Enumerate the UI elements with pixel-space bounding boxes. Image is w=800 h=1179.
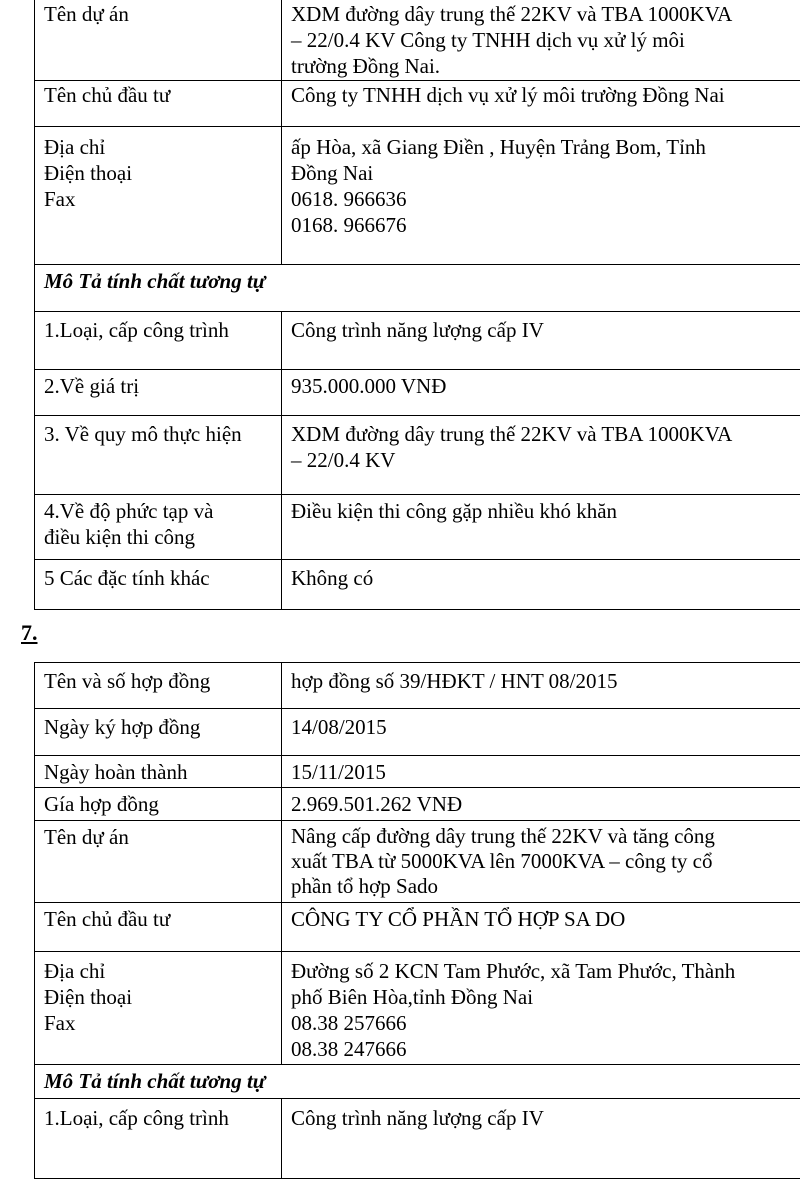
row-label: [35, 756, 282, 788]
row-label: [35, 663, 282, 709]
row-label-text: Fax: [44, 186, 272, 212]
table-row: [35, 1099, 800, 1179]
table-row: [35, 756, 800, 788]
row-label-text: 1.Loại, cấp công trình: [44, 317, 272, 343]
row-label: [35, 0, 282, 81]
row-label: [35, 81, 282, 127]
row-value: [282, 370, 800, 416]
section-number: 7.: [21, 620, 38, 646]
row-value-line: Công trình năng lượng cấp IV: [291, 317, 791, 343]
section-title-text: Mô Tả tính chất tương tự: [44, 1068, 791, 1094]
row-label-text: Fax: [44, 1010, 272, 1036]
row-value: [282, 560, 800, 610]
row-value: [282, 952, 800, 1065]
row-label: [35, 370, 282, 416]
row-label-text: Gía hợp đồng: [44, 791, 272, 817]
row-value: [282, 821, 800, 903]
table-row: [35, 0, 800, 81]
row-value-line: 15/11/2015: [291, 759, 791, 785]
row-label-text: 4.Về độ phức tạp và: [44, 498, 272, 524]
row-label: [35, 788, 282, 821]
row-label: [35, 821, 282, 903]
row-value-line: 08.38 257666: [291, 1010, 791, 1036]
row-value-line: Đường số 2 KCN Tam Phước, xã Tam Phước, Thành: [291, 958, 791, 984]
table-row: [35, 370, 800, 416]
row-label: [35, 952, 282, 1065]
row-label-text: Địa chỉ: [44, 134, 272, 160]
row-value-line: 935.000.000 VNĐ: [291, 373, 791, 399]
row-value: [282, 312, 800, 370]
row-value-line: – 22/0.4 KV: [291, 447, 791, 473]
row-value: [282, 0, 800, 81]
table-row: [35, 663, 800, 709]
row-value-line: xuất TBA từ 5000KVA lên 7000KVA – công ty cổ: [291, 849, 791, 874]
row-label-text: 1.Loại, cấp công trình: [44, 1105, 272, 1131]
row-value-line: 0168. 966676: [291, 212, 791, 238]
row-value-line: phần tổ hợp Sado: [291, 874, 791, 899]
table-row: [35, 495, 800, 560]
row-value: [282, 788, 800, 821]
row-label-text: Tên chủ đầu tư: [44, 82, 272, 108]
row-label: [35, 560, 282, 610]
project-table-2: [34, 662, 800, 1179]
row-label-text: Tên dự án: [44, 1, 272, 27]
section-title-text: Mô Tả tính chất tương tự: [44, 268, 791, 294]
row-value-line: Nâng cấp đường dây trung thế 22KV và tăng công: [291, 824, 791, 849]
row-value-line: Công ty TNHH dịch vụ xử lý môi trường Đồng Nai: [291, 82, 791, 108]
section-title: [35, 265, 800, 312]
row-label-text: Địa chỉ: [44, 958, 272, 984]
row-value: [282, 709, 800, 756]
row-value-line: – 22/0.4 KV Công ty TNHH dịch vụ xử lý môi: [291, 27, 791, 53]
row-value-line: hợp đồng số 39/HĐKT / HNT 08/2015: [291, 668, 791, 694]
row-value-line: Đồng Nai: [291, 160, 791, 186]
row-value-line: trường Đồng Nai.: [291, 53, 791, 79]
row-value-line: Không có: [291, 565, 791, 591]
table-row: [35, 560, 800, 610]
table-row: [35, 416, 800, 495]
row-value: [282, 756, 800, 788]
row-value-line: Điều kiện thi công gặp nhiều khó khăn: [291, 498, 791, 524]
row-label-text: Tên và số hợp đồng: [44, 668, 272, 694]
row-label-text: điều kiện thi công: [44, 524, 272, 550]
row-value: [282, 416, 800, 495]
row-label: [35, 903, 282, 952]
row-label: [35, 127, 282, 265]
row-label: [35, 709, 282, 756]
row-label: [35, 1099, 282, 1179]
table-row: [35, 312, 800, 370]
row-label-text: Tên dự án: [44, 824, 272, 850]
row-value-line: Công trình năng lượng cấp IV: [291, 1105, 791, 1131]
row-label-text: 2.Về giá trị: [44, 373, 272, 399]
row-value: [282, 495, 800, 560]
row-label: [35, 416, 282, 495]
row-label-text: Tên chủ đầu tư: [44, 906, 272, 932]
row-value-line: ấp Hòa, xã Giang Điền , Huyện Trảng Bom, Tỉnh: [291, 134, 791, 160]
table-row: [35, 127, 800, 265]
row-label-text: Ngày hoàn thành: [44, 759, 272, 785]
row-value-line: XDM đường dây trung thế 22KV và TBA 1000KVA: [291, 421, 791, 447]
row-value-line: phố Biên Hòa,tỉnh Đồng Nai: [291, 984, 791, 1010]
table-row: [35, 952, 800, 1065]
row-value-line: XDM đường dây trung thế 22KV và TBA 1000KVA: [291, 1, 791, 27]
row-value-line: 2.969.501.262 VNĐ: [291, 791, 791, 817]
project-table-1: [34, 0, 800, 610]
row-label-text: Ngày ký hợp đồng: [44, 714, 272, 740]
section-title: [35, 1065, 800, 1099]
row-label-text: 5 Các đặc tính khác: [44, 565, 272, 591]
row-value-line: 0618. 966636: [291, 186, 791, 212]
table-row: [35, 709, 800, 756]
row-value: [282, 81, 800, 127]
row-value-line: 08.38 247666: [291, 1036, 791, 1062]
row-label-text: Điện thoại: [44, 160, 272, 186]
row-label: [35, 495, 282, 560]
row-value-line: 14/08/2015: [291, 714, 791, 740]
row-label-text: 3. Về quy mô thực hiện: [44, 421, 272, 447]
table-row: [35, 81, 800, 127]
row-value: [282, 1099, 800, 1179]
row-label: [35, 312, 282, 370]
table-row: [35, 903, 800, 952]
table-row: [35, 788, 800, 821]
row-value: [282, 663, 800, 709]
section-row: [35, 265, 800, 312]
row-label-text: Điện thoại: [44, 984, 272, 1010]
row-value: [282, 903, 800, 952]
row-value: [282, 127, 800, 265]
table-row: [35, 821, 800, 903]
section-row: [35, 1065, 800, 1099]
row-value-line: CÔNG TY CỔ PHẦN TỔ HỢP SA DO: [291, 906, 791, 932]
